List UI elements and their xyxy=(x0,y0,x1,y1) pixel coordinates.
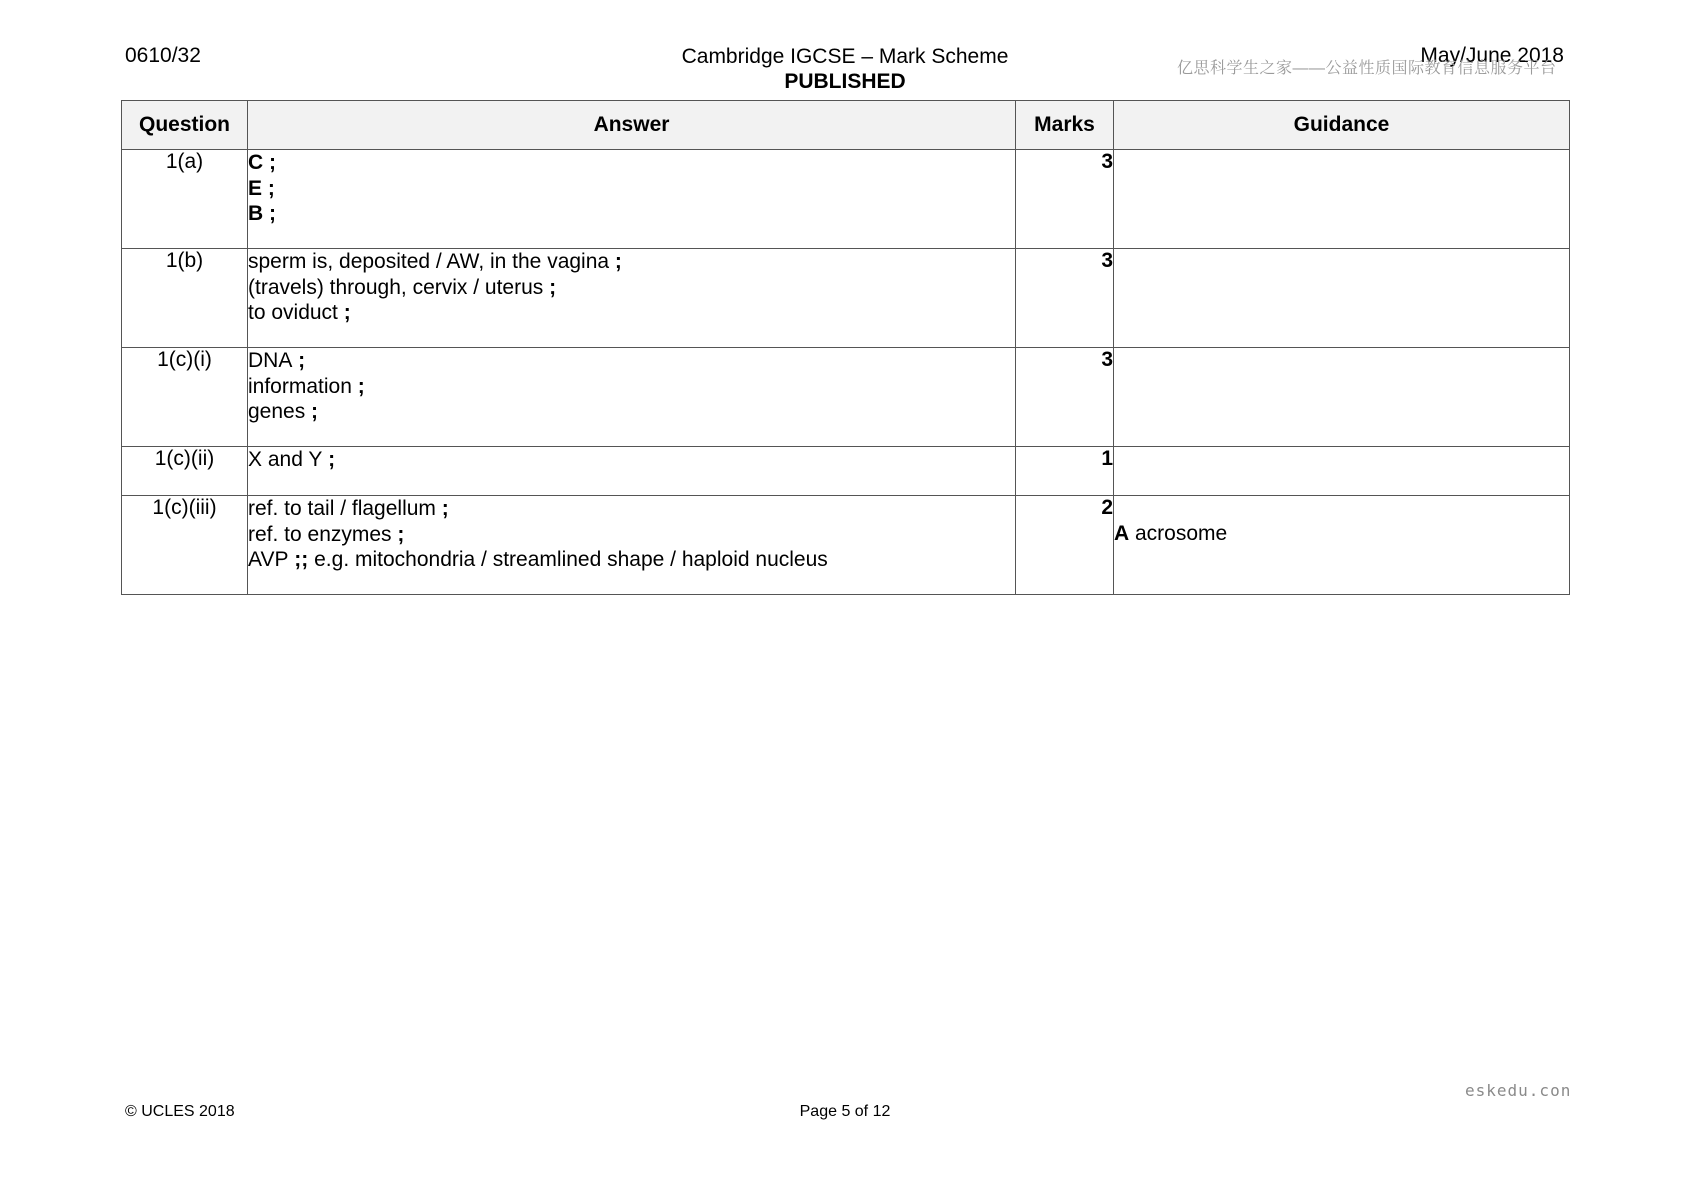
document-title: Cambridge IGCSE – Mark Scheme xyxy=(681,45,1009,68)
answer-line xyxy=(248,522,1015,548)
guidance-cell xyxy=(1114,249,1570,348)
marks-cell: 3 xyxy=(1016,249,1114,348)
answer-line xyxy=(248,374,1015,400)
answer-separator: ; xyxy=(351,374,365,398)
table-header-row xyxy=(122,101,1570,150)
answer-text: sperm is, deposited / AW, in the vagina xyxy=(248,250,610,273)
answer-line xyxy=(248,547,1015,573)
answer-separator: ; xyxy=(263,202,276,225)
answer-separator: ; xyxy=(292,349,306,372)
answer-separator: ; xyxy=(337,301,351,324)
question-cell: 1(c)(ii) xyxy=(122,447,248,496)
table-row xyxy=(122,249,1570,348)
answer-cell xyxy=(248,150,1016,249)
guidance-cell xyxy=(1114,447,1570,496)
header-answer: Answer xyxy=(248,101,1016,150)
answer-line xyxy=(248,447,1015,473)
published-label: PUBLISHED xyxy=(784,70,906,93)
marks-cell: 3 xyxy=(1016,348,1114,447)
answer-text: AVP xyxy=(248,548,289,571)
question-cell: 1(c)(i) xyxy=(122,348,248,447)
answer-line xyxy=(248,399,1015,425)
answer-cell xyxy=(248,249,1016,348)
answer-cell xyxy=(248,447,1016,496)
answer-line xyxy=(248,249,1015,275)
marks-cell: 1 xyxy=(1016,447,1114,496)
guidance-text: acrosome xyxy=(1129,522,1228,545)
table-row xyxy=(122,496,1570,595)
page-number: Page 5 of 12 xyxy=(799,1103,891,1120)
marks-cell: 2 xyxy=(1016,496,1114,595)
answer-line xyxy=(248,150,1015,176)
marks-cell: 3 xyxy=(1016,150,1114,249)
exam-session: May/June 2018 xyxy=(1420,44,1564,67)
question-cell: 1(c)(iii) xyxy=(122,496,248,595)
answer-line xyxy=(248,496,1015,522)
answer-separator: ; xyxy=(435,497,449,520)
answer-separator: ;; xyxy=(288,548,309,571)
answer-bold: E xyxy=(248,176,263,200)
answer-separator: ; xyxy=(609,250,622,273)
answer-text: to oviduct xyxy=(248,301,338,324)
watermark-top: 亿思科学生之家——公益性质国际教育信息服务平台 xyxy=(1177,60,1557,77)
table-row xyxy=(122,348,1570,447)
answer-cell xyxy=(248,348,1016,447)
answer-cell xyxy=(248,496,1016,595)
answer-example-text: e.g. mitochondria / streamlined shape / haploid nucleus xyxy=(308,548,828,571)
guidance-note xyxy=(1114,521,1569,547)
table-row xyxy=(122,150,1570,249)
answer-text: information xyxy=(248,374,352,398)
guidance-cell xyxy=(1114,348,1570,447)
answer-text: X and Y xyxy=(248,448,323,471)
answer-separator: ; xyxy=(391,522,405,546)
header-marks: Marks xyxy=(1016,101,1114,150)
mark-scheme-table xyxy=(121,100,1570,595)
header-question: Question xyxy=(122,101,248,150)
answer-line xyxy=(248,348,1015,374)
paper-code: 0610/32 xyxy=(125,44,201,67)
answer-bold: C xyxy=(248,151,264,174)
guidance-cell xyxy=(1114,496,1570,595)
answer-separator: ; xyxy=(543,275,557,299)
answer-text: (travels) through, cervix / uterus xyxy=(248,275,544,299)
answer-bold: B xyxy=(248,202,264,225)
table-row xyxy=(122,447,1570,496)
answer-text: DNA xyxy=(248,349,293,372)
answer-line xyxy=(248,275,1015,301)
answer-separator: ; xyxy=(322,448,336,471)
answer-line xyxy=(248,176,1015,202)
answer-text: ref. to tail / flagellum xyxy=(248,497,436,520)
question-cell: 1(a) xyxy=(122,150,248,249)
answer-line xyxy=(248,300,1015,326)
question-cell: 1(b) xyxy=(122,249,248,348)
answer-line xyxy=(248,201,1015,227)
answer-separator: ; xyxy=(263,151,276,174)
guidance-cell xyxy=(1114,150,1570,249)
answer-text: genes xyxy=(248,400,306,423)
answer-separator: ; xyxy=(262,176,275,200)
answer-text: ref. to enzymes xyxy=(248,522,392,546)
answer-separator: ; xyxy=(305,400,319,423)
watermark-bottom: eskedu.con xyxy=(1465,1081,1572,1100)
copyright: © UCLES 2018 xyxy=(125,1103,235,1120)
guidance-accept-marker: A xyxy=(1114,522,1130,545)
header-guidance: Guidance xyxy=(1114,101,1570,150)
